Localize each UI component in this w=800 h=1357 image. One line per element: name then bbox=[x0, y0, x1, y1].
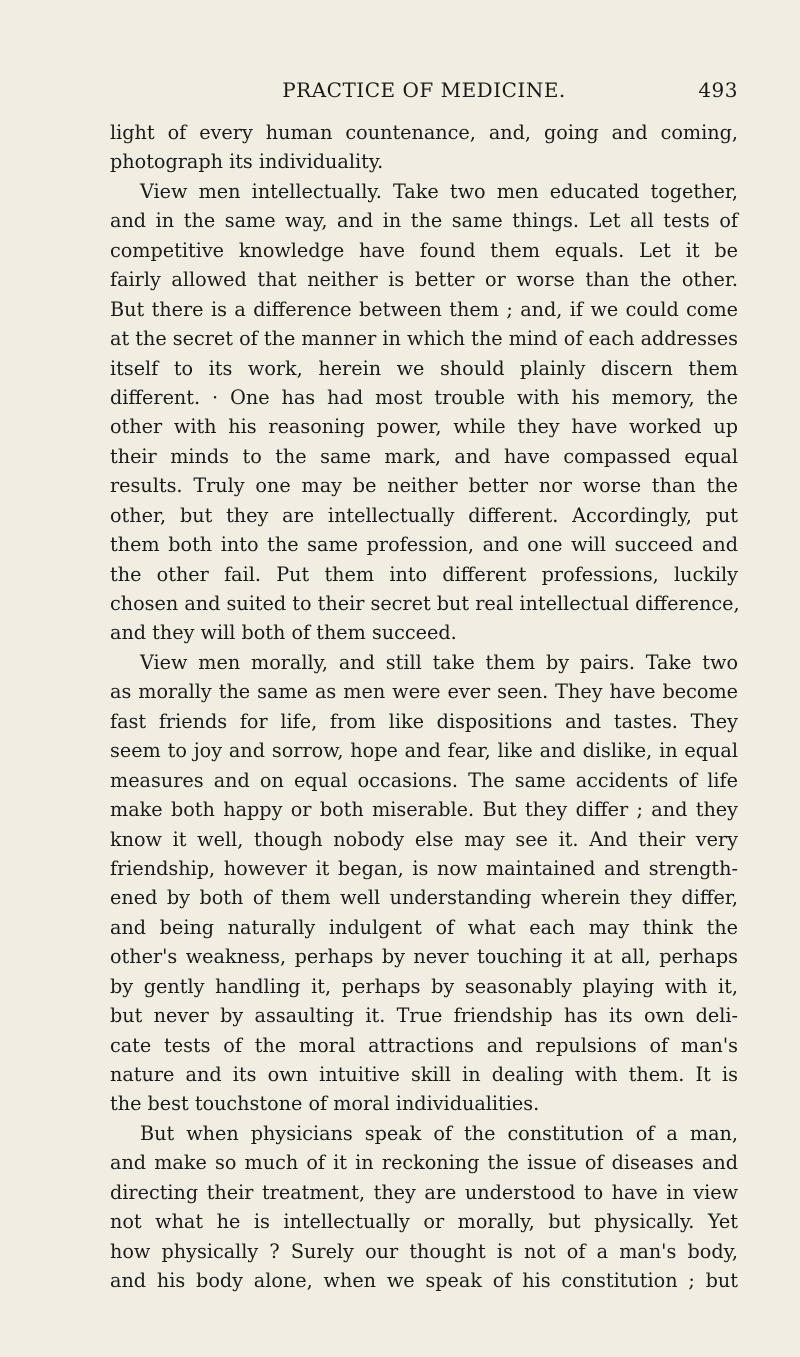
text-line: how physically ? Surely our thought is not of a man's body, bbox=[110, 1239, 738, 1263]
text-line: nature and its own intuitive skill in dealing with them. It is bbox=[110, 1063, 738, 1086]
text-line: View men morally, and still take them by pairs. Take two bbox=[140, 650, 738, 674]
text-line: results. Truly one may be neither better nor worse than the bbox=[110, 474, 738, 498]
text-line: competitive knowledge have found them equals. Let it be bbox=[110, 238, 738, 262]
text-line: and make so much of it in reckoning the issue of diseases and bbox=[110, 1151, 738, 1175]
text-line: as morally the same as men were ever seen. They have become bbox=[110, 680, 738, 704]
text-line: measures and on equal occasions. The same accidents of life bbox=[110, 768, 738, 792]
text-line: View men intellectually. Take two men educated together, bbox=[140, 179, 738, 203]
page-number: 493 bbox=[698, 78, 738, 102]
text-line: fairly allowed that neither is better or worse than the other. bbox=[110, 268, 738, 292]
text-line: other, but they are intellectually different. Accordingly, put bbox=[110, 503, 738, 527]
text-line: them both into the same profession, and one will succeed and bbox=[110, 533, 738, 557]
text-line: photograph its individuality. bbox=[110, 150, 384, 174]
text-line: But there is a difference between them ; and, if we could come bbox=[110, 297, 738, 321]
text-line: make both happy or both miserable. But they differ ; and they bbox=[110, 798, 738, 822]
text-line: cate tests of the moral attractions and repulsions of man's bbox=[110, 1033, 738, 1057]
text-line: other with his reasoning power, while they have worked up bbox=[110, 415, 738, 439]
text-line: and being naturally indulgent of what each may think the bbox=[110, 915, 738, 939]
body-text bbox=[110, 118, 738, 1296]
text-line: at the secret of the manner in which the mind of each addresses bbox=[110, 327, 738, 351]
text-line: their minds to the same mark, and have compassed equal bbox=[110, 444, 738, 468]
text-line: the best touchstone of moral individualities. bbox=[110, 1092, 540, 1116]
text-line: not what he is intellectually or morally, but physically. Yet bbox=[110, 1210, 738, 1234]
page-header bbox=[110, 78, 738, 106]
text-line: friendship, however it began, is now maintained and strength- bbox=[110, 856, 738, 880]
text-line: know it well, though nobody else may see it. And their very bbox=[110, 827, 738, 851]
text-line: by gently handling it, perhaps by seasonably playing with it, bbox=[110, 974, 738, 998]
text-line: different. · One has had most trouble with his memory, the bbox=[110, 385, 738, 409]
text-line: and they will both of them succeed. bbox=[110, 621, 457, 645]
text-line: directing their treatment, they are understood to have in view bbox=[110, 1180, 738, 1204]
text-line: and his body alone, when we speak of his constitution ; but bbox=[110, 1269, 738, 1293]
text-line: but never by assaulting it. True friendship has its own deli- bbox=[110, 1004, 738, 1028]
text-line: fast friends for life, from like dispositions and tastes. They bbox=[110, 709, 738, 733]
text-line: But when physicians speak of the constitution of a man, bbox=[140, 1121, 738, 1145]
text-line: other's weakness, perhaps by never touching it at all, perhaps bbox=[110, 945, 738, 969]
text-line: chosen and suited to their secret but real intellectual difference, bbox=[110, 592, 740, 615]
text-line: seem to joy and sorrow, hope and fear, like and dislike, in equal bbox=[110, 739, 738, 763]
text-line: the other fail. Put them into different professions, luckily bbox=[110, 562, 738, 586]
text-line: ened by both of them well understanding wherein they differ, bbox=[110, 886, 738, 910]
text-line: light of every human countenance, and, going and coming, bbox=[110, 121, 738, 144]
text-line: itself to its work, herein we should plainly discern them bbox=[110, 356, 738, 380]
text-line: and in the same way, and in the same things. Let all tests of bbox=[110, 209, 738, 233]
running-title: PRACTICE OF MEDICINE. bbox=[282, 78, 566, 102]
